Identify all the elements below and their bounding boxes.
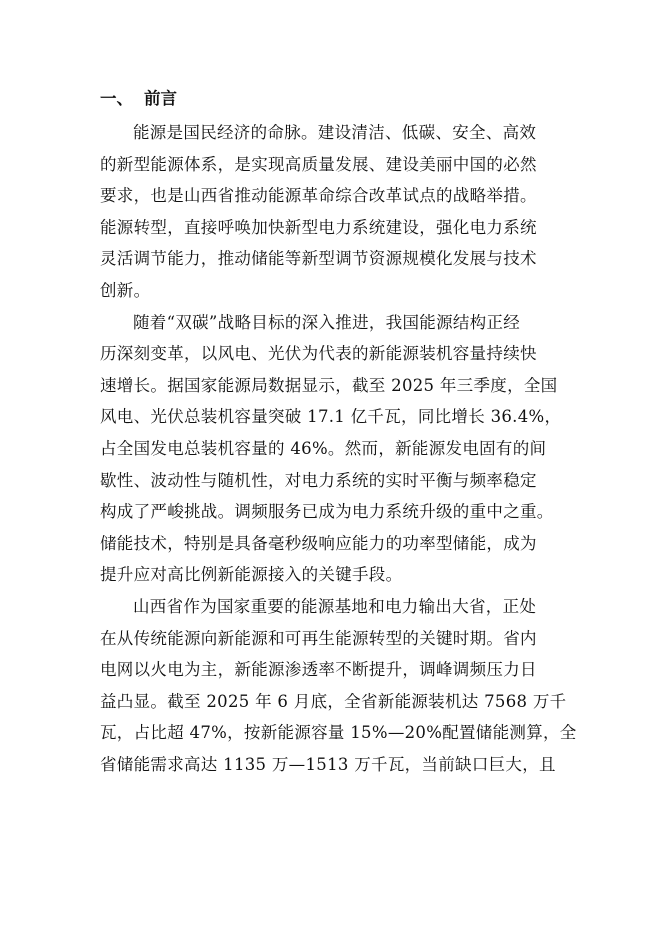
section-heading (100, 84, 566, 114)
paragraph-2 (100, 307, 566, 591)
paragraph-line: 储能技术，特别是具备毫秒级响应能力的功率型储能，成为 (100, 533, 537, 553)
section-number: 一、 (100, 89, 133, 108)
paragraph-line: 山西省作为国家重要的能源基地和电力输出大省，正处 (133, 596, 537, 616)
paragraph-line: 速增长。据国家能源局数据显示，截至 2025 年三季度，全国 (100, 375, 558, 395)
paragraph-3 (100, 591, 577, 781)
paragraph-line: 灵活调节能力，推动储能等新型调节资源规模化发展与技术 (100, 249, 537, 269)
paragraph-line: 构成了严峻挑战。调频服务已成为电力系统升级的重中之重。 (100, 502, 554, 522)
paragraph-line: 瓦，占比超 47%，按新能源容量 15%—20%配置储能测算，全 (100, 723, 577, 743)
paragraph-line: 省储能需求高达 1135 万—1513 万千瓦，当前缺口巨大，且 (100, 754, 556, 774)
paragraph-line: 提升应对高比例新能源接入的关键手段。 (100, 565, 403, 585)
paragraph-line: 随着“双碳”战略目标的深入推进，我国能源结构正经 (133, 312, 521, 332)
paragraph-line: 在从传统能源向新能源和可再生能源转型的关键时期。省内 (100, 628, 537, 648)
paragraph-line: 历深刻变革，以风电、光伏为代表的新能源装机容量持续快 (100, 344, 537, 364)
paragraph-1 (100, 117, 566, 307)
paragraph-line: 要求，也是山西省推动能源革命综合改革试点的战略举措。 (100, 186, 537, 206)
paragraph-line: 能源是国民经济的命脉。建设清洁、低碳、安全、高效 (133, 123, 537, 142)
paragraph-line: 的新型能源体系，是实现高质量发展、建设美丽中国的必然 (100, 154, 537, 174)
paragraph-line: 占全国发电总装机容量的 46%。然而，新能源发电固有的间 (100, 438, 547, 458)
paragraph-line: 创新。 (100, 280, 151, 300)
paragraph-line: 电网以火电为主，新能源渗透率不断提升，调峰调频压力日 (100, 660, 537, 680)
paragraph-line: 能源转型，直接呼唤加快新型电力系统建设，强化电力系统 (100, 217, 537, 237)
section-title: 前言 (144, 89, 177, 108)
document-page (100, 84, 577, 780)
paragraph-line: 歇性、波动性与随机性，对电力系统的实时平衡与频率稳定 (100, 470, 537, 490)
paragraph-line: 风电、光伏总装机容量突破 17.1 亿千瓦，同比增长 36.4%， (100, 407, 562, 427)
paragraph-line: 益凸显。截至 2025 年 6 月底，全省新能源装机达 7568 万千 (100, 691, 567, 711)
